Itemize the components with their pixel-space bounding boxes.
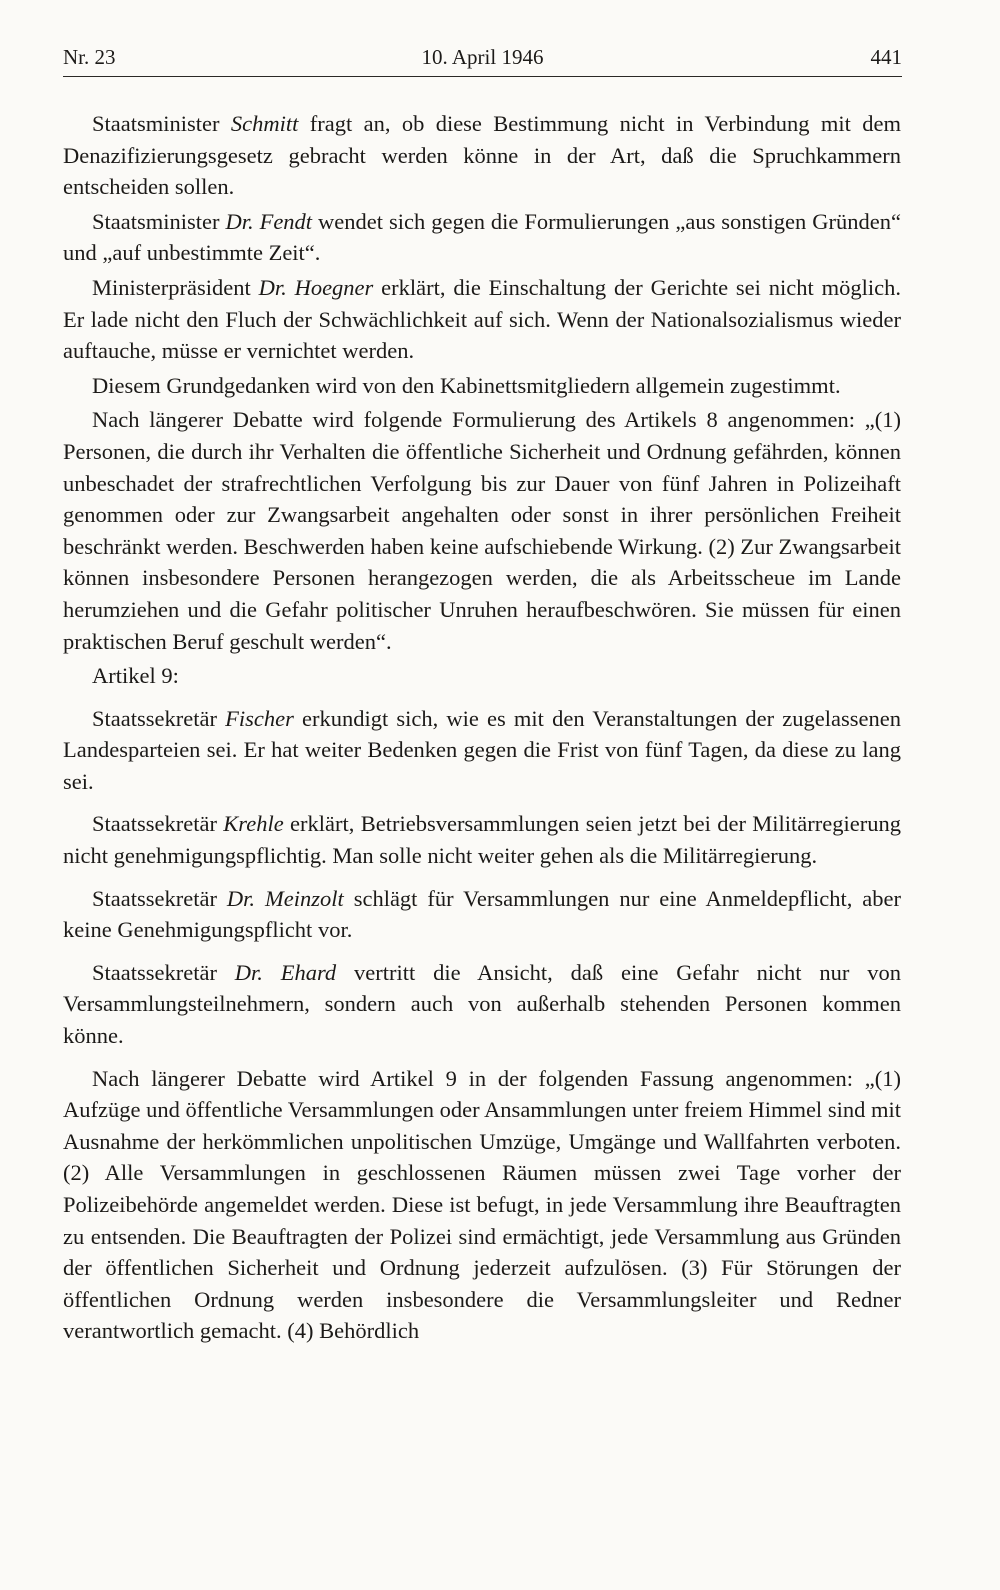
paragraph bbox=[63, 272, 901, 367]
speaker-name: Dr. Hoegner bbox=[258, 274, 374, 300]
paragraph-text: erklärt, Betriebsversammlungen seien jetzt bei der Militärregierung nicht genehmigungspflichtig. Man solle nicht weiter gehen als die Militärregierung. bbox=[63, 811, 901, 869]
speaker-title: Staatssekretär bbox=[92, 705, 226, 731]
page-number: 441 bbox=[870, 45, 902, 69]
speaker-name: Fischer bbox=[225, 705, 294, 731]
paragraph-text: vertritt die Ansicht, daß eine Gefahr nicht nur von Versammlungsteilnehmern, sondern auch von außerhalb stehenden Personen kommen könne. bbox=[63, 959, 901, 1049]
speaker-title: Staatssekretär bbox=[92, 885, 227, 911]
paragraph bbox=[63, 808, 901, 871]
article-heading bbox=[63, 660, 901, 692]
header-rule bbox=[63, 76, 902, 77]
paragraph bbox=[63, 108, 901, 203]
paragraph-text: Nach längerer Debatte wird Artikel 9 in der folgenden Fassung angenommen: „(1) Aufzüge und öffentliche Versammlungen oder Ansammlungen unter freiem Himmel sind mit Ausnahme der herkömmlichen unpolitischen Umzüge, Umgänge und Wallfahrten verboten. (2) Alle Versammlungen in geschlossenen Räumen müssen zwei Tage vorher der Polizeibehörde angemeldet werden. Diese ist befugt, in jede Versammlung ihre Beauftragten zu entsenden. Die Beauftragten der Polizei sind ermächtigt, jede Versammlung aus Gründen der öffentlichen Sicherheit und Ordnung jederzeit aufzulösen. (3) Für Störungen der öffentlichen Ordnung werden insbesondere die Versammlungsleiter und Redner verantwortlich gemacht. (4) Behördlich bbox=[63, 1065, 901, 1344]
speaker-title: Staatssekretär bbox=[92, 811, 224, 837]
paragraph-text: schlägt für Versammlungen nur eine Anmeldepflicht, aber keine Genehmigungspflicht vor. bbox=[63, 885, 901, 943]
paragraph bbox=[63, 370, 901, 402]
issue-number: Nr. 23 bbox=[63, 45, 116, 69]
paragraph-text: Diesem Grundgedanken wird von den Kabinettsmitgliedern allgemein zugestimmt. bbox=[92, 372, 841, 398]
paragraph bbox=[63, 883, 901, 946]
running-header bbox=[63, 40, 902, 74]
speaker-title: Ministerpräsident bbox=[92, 274, 259, 300]
speaker-name: Schmitt bbox=[230, 111, 299, 136]
body-text bbox=[63, 108, 901, 1347]
paragraph bbox=[63, 206, 901, 269]
paragraph-text: fragt an, ob diese Bestimmung nicht in Verbindung mit dem Denazifizierungsgesetz gebracht werden könne in der Art, daß die Spruchkammern entscheiden sollen. bbox=[63, 111, 901, 200]
paragraph-text: Artikel 9: bbox=[92, 663, 179, 689]
paragraph-text: wendet sich gegen die Formulierungen „aus sonstigen Gründen“ und „auf unbestimmte Zeit“. bbox=[63, 208, 901, 266]
paragraph-text: erklärt, die Einschaltung der Gerichte sei nicht möglich. Er lade nicht den Fluch der Schwächlichkeit auf sich. Wenn der Nationalsozialismus wieder auftauche, müsse er vernichtet werden. bbox=[63, 274, 901, 364]
paragraph bbox=[63, 703, 901, 798]
speaker-name: Dr. Ehard bbox=[234, 959, 337, 985]
speaker-title: Staatsminister bbox=[92, 208, 226, 234]
paragraph bbox=[63, 1063, 901, 1347]
paragraph bbox=[63, 404, 901, 657]
speaker-name: Krehle bbox=[223, 811, 284, 837]
paragraph-text: erkundigt sich, wie es mit den Veranstaltungen der zugelassenen Landesparteien sei. Er hat weiter Bedenken gegen die Frist von fünf Tagen, da diese zu lang sei. bbox=[63, 705, 902, 794]
paragraph-text: Nach längerer Debatte wird folgende Formulierung des Artikels 8 angenommen: „(1) Personen, die durch ihr Verhalten die öffentliche Sicherheit und Ordnung gefährden, können unbeschadet der strafrechtlichen Verfolgung bis zur Dauer von fünf Jahren in Polizeihaft genommen oder zur Zwangsarbeit angehalten oder sonst in ihrer persönlichen Freiheit beschränkt werden. Beschwerden haben keine aufschiebende Wirkung. (2) Zur Zwangsarbeit können insbesondere Personen herangezogen werden, die als Arbeitsscheue im Lande herumziehen und die Gefahr politischer Unruhen heraufbeschwören. Sie müssen für einen praktischen Beruf geschult werden“. bbox=[63, 407, 901, 654]
header-date: 10. April 1946 bbox=[421, 45, 544, 69]
speaker-title: Staatssekretär bbox=[92, 959, 235, 985]
speaker-name: Dr. Meinzolt bbox=[226, 885, 344, 911]
paragraph bbox=[63, 957, 901, 1052]
speaker-name: Dr. Fendt bbox=[225, 208, 313, 234]
speaker-title: Staatsminister bbox=[92, 111, 231, 136]
